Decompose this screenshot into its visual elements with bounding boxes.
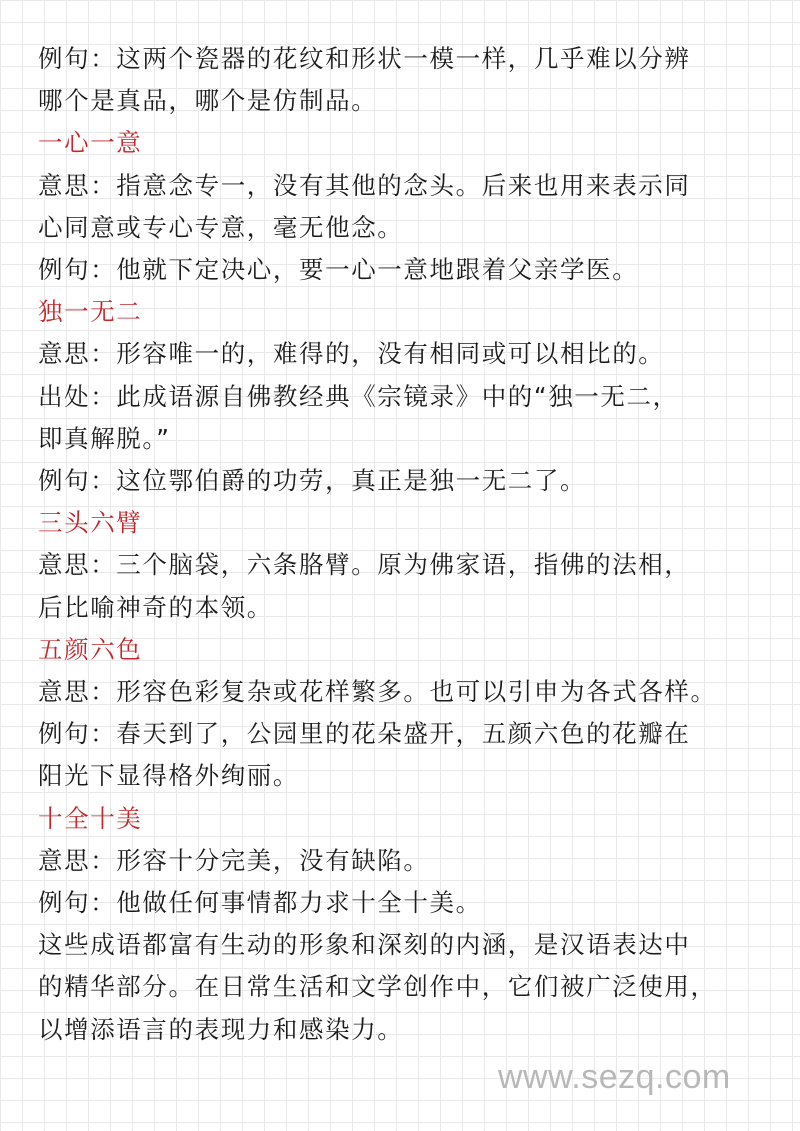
example-line: 例句：他做任何事情都力求十全十美。 bbox=[38, 888, 482, 918]
source-line: 即真解脱。” bbox=[38, 423, 171, 453]
example-line: 例句：春天到了，公园里的花朵盛开，五颜六色的花瓣在 bbox=[38, 719, 691, 749]
idiom-heading: 十全十美 bbox=[38, 803, 143, 833]
example-line: 哪个是真品，哪个是仿制品。 bbox=[38, 86, 378, 116]
summary-line: 的精华部分。在日常生活和文学创作中，它们被广泛使用， bbox=[38, 972, 717, 1002]
example-line: 例句：这两个瓷器的花纹和形状一模一样，几乎难以分辨 bbox=[38, 44, 691, 73]
meaning-line: 心同意或专心专意，毫无他念。 bbox=[38, 212, 404, 242]
example-line: 阳光下显得格外绚丽。 bbox=[38, 761, 299, 791]
summary-line: 以增添语言的表现力和感染力。 bbox=[38, 1014, 404, 1044]
idiom-heading: 三头六臂 bbox=[38, 508, 143, 538]
source-line: 出处：此成语源自佛教经典《宗镜录》中的“独一无二， bbox=[38, 381, 679, 411]
meaning-line: 意思：指意念专一，没有其他的念头。后来也用来表示同 bbox=[38, 170, 691, 200]
summary-line: 这些成语都富有生动的形象和深刻的内涵，是汉语表达中 bbox=[38, 930, 691, 960]
meaning-line: 意思：形容唯一的，难得的，没有相同或可以相比的。 bbox=[38, 339, 665, 369]
watermark-text: www.sezq.com bbox=[498, 1058, 731, 1096]
meaning-line: 意思：形容十分完美，没有缺陷。 bbox=[38, 845, 430, 875]
idiom-heading: 一心一意 bbox=[38, 128, 143, 158]
example-line: 例句：这位鄂伯爵的功劳，真正是独一无二了。 bbox=[38, 466, 587, 496]
meaning-line: 意思：形容色彩复杂或花样繁多。也可以引申为各式各样。 bbox=[38, 677, 717, 707]
idiom-heading: 独一无二 bbox=[38, 297, 143, 327]
example-line: 例句：他就下定决心，要一心一意地跟着父亲学医。 bbox=[38, 255, 639, 285]
meaning-line: 意思：三个脑袋，六条胳臂。原为佛家语，指佛的法相， bbox=[38, 550, 691, 580]
document-body bbox=[38, 38, 773, 1051]
meaning-line: 后比喻神奇的本领。 bbox=[38, 592, 273, 622]
idiom-heading: 五颜六色 bbox=[38, 634, 143, 664]
